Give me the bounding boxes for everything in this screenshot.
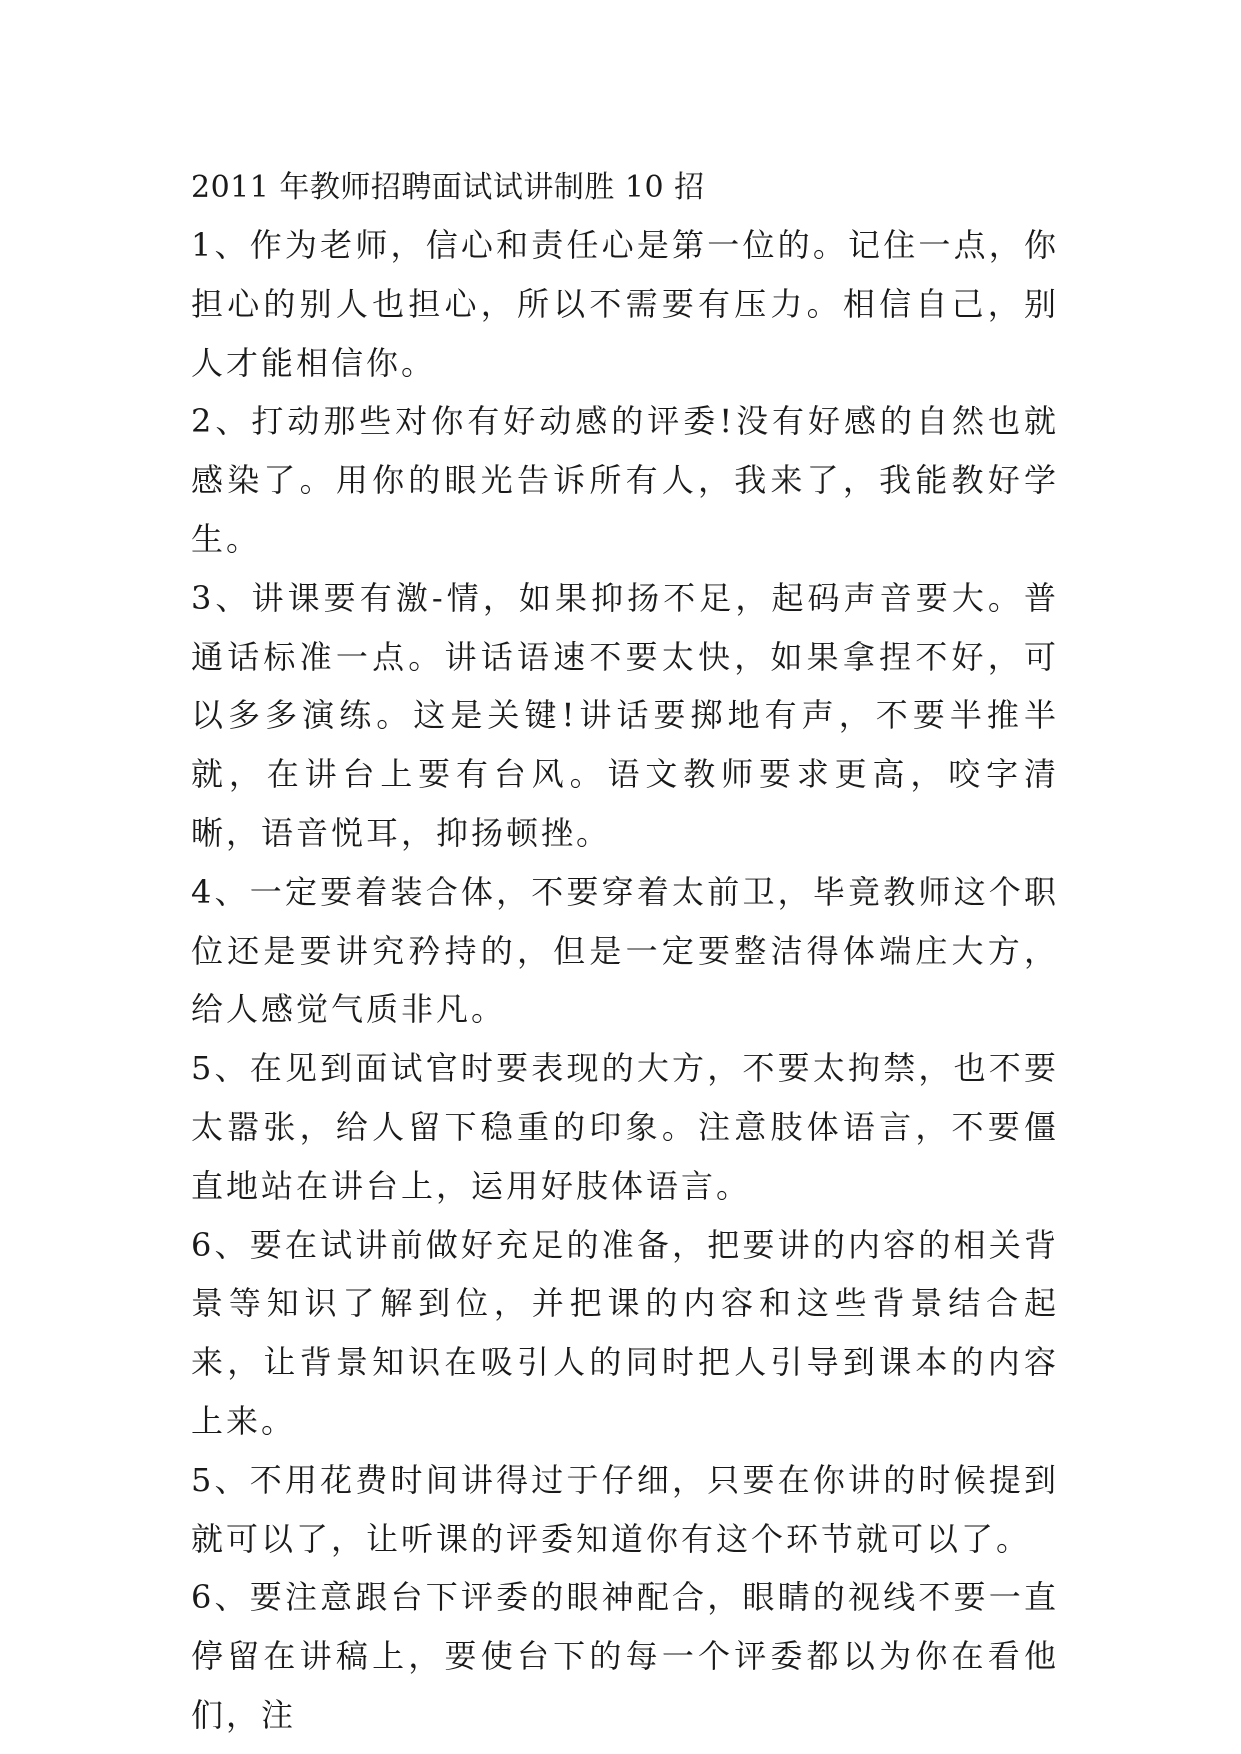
paragraph-6: 6、要在试讲前做好充足的准备，把要讲的内容的相关背景等知识了解到位，并把课的内容和这些背景结合起来，让背景知识在吸引人的同时把人引导到课本的内容上来。 — [191, 1225, 1059, 1440]
paragraph-4: 4、一定要着装合体，不要穿着太前卫，毕竟教师这个职位还是要讲究矜持的，但是一定要整洁得体端庄大方，给人感觉气质非凡。 — [191, 872, 1059, 1029]
paragraph-2: 2、打动那些对你有好动感的评委!没有好感的自然也就感染了。用你的眼光告诉所有人，我来了，我能教好学生。 — [191, 402, 1059, 558]
document-body — [191, 160, 1059, 1745]
document-title: 2011 年教师招聘面试试讲制胜 10 招 — [191, 170, 705, 205]
paragraph-1: 1、作为老师，信心和责任心是第一位的。记住一点，你担心的别人也担心，所以不需要有压力。相信自己，别人才能相信你。 — [191, 226, 1059, 382]
paragraph-8: 6、要注意跟台下评委的眼神配合，眼睛的视线不要一直停留在讲稿上，要使台下的每一个评委都以为你在看他们，注 — [191, 1578, 1059, 1734]
paragraph-3: 3、讲课要有激-情，如果抑扬不足，起码声音要大。普通话标准一点。讲话语速不要太快，如果拿捏不好，可以多多演练。这是关键!讲话要掷地有声，不要半推半就，在讲台上要有台风。语文教师要求更高，咬字清晰，语音悦耳，抑扬顿挫。 — [191, 578, 1059, 852]
paragraph-7: 5、不用花费时间讲得过于仔细，只要在你讲的时候提到就可以了，让听课的评委知道你有这个环节就可以了。 — [191, 1460, 1059, 1558]
paragraph-5: 5、在见到面试官时要表现的大方，不要太拘禁，也不要太嚣张，给人留下稳重的印象。注意肢体语言，不要僵直地站在讲台上，运用好肢体语言。 — [191, 1049, 1059, 1205]
